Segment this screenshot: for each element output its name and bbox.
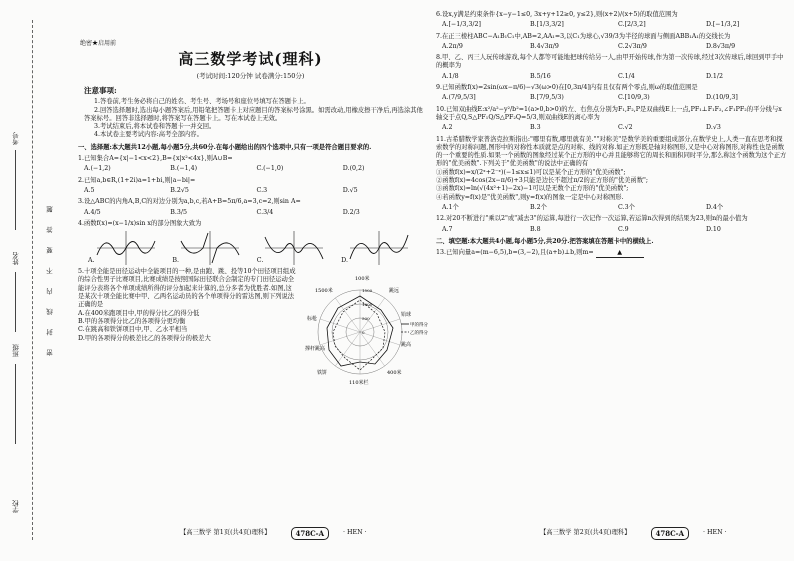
question-11 <box>436 136 788 213</box>
graph-option-c <box>257 231 324 265</box>
radar-spoke <box>320 332 360 345</box>
option-c: C.(−1,0) <box>256 165 284 173</box>
question-stem: 12.对20不断进行"乘以2"或"减去3"的运算,每进行一次记作一次运算,若运算n次得到的结果为23,则n的最小值为 <box>436 215 748 223</box>
left-column <box>78 32 428 387</box>
exam-no-line <box>15 150 16 230</box>
option-b: B.4√3π/9 <box>530 42 559 50</box>
section-1-heading: 一、选择题:本大题共12小题,每小题5分,共60分.在每小题给出的四个选项中,只有一项是符合题目要求的. <box>78 143 372 151</box>
option-a: A.[−1/3,3/2] <box>442 21 482 29</box>
exam-subtitle: (考试时间:120分钟 试卷满分:150分) <box>196 71 305 80</box>
graph-option-d <box>341 231 408 265</box>
option-a: A.2 <box>442 124 453 132</box>
options-row <box>78 187 423 195</box>
option-a: A.(7/9,5/3] <box>442 94 476 102</box>
question-8 <box>436 54 788 81</box>
radar-label: 撑杆跳高 <box>305 346 326 353</box>
right-footer <box>540 527 727 540</box>
options-row <box>436 124 788 132</box>
left-footer <box>180 527 367 540</box>
q4-graph-options <box>88 231 408 265</box>
option-c: C.3 <box>256 186 268 194</box>
options-row <box>436 43 788 51</box>
radar-tick: 1000 <box>362 302 373 308</box>
option-d: D.8√3π/9 <box>706 42 736 50</box>
option-b: B.3/5 <box>170 208 188 216</box>
option-b: B.2√5 <box>170 186 189 194</box>
option-c: C.在跳高和铁饼项目中,甲、乙水平相当 <box>78 326 188 334</box>
statement-3: ③函数f(x)=ln(√(4x²+1)−2x)−1可以是无数个正方形的"优美函数"; <box>436 185 629 193</box>
graph-c-figure <box>265 231 323 265</box>
graph-a-figure <box>97 231 155 265</box>
notice-heading: 注意事项: <box>84 86 117 96</box>
statement-1: ①函数f(x)=x/(2ˣ+2⁻ˣ)(−1≤x≤1)可以是某个正方形的"优美函数"; <box>436 168 626 176</box>
options-row <box>436 226 788 234</box>
exam-no-label: 考号 <box>12 132 20 145</box>
right-column <box>436 8 788 258</box>
question-stem: 7.在正三棱柱ABC−A₁B₁C₁中,AB=2,AA₁=3,以C₁为球心,√39/3为半径的球面与侧面ABB₁A₁的交线长为 <box>436 32 731 40</box>
option-b: B.3 <box>530 124 541 132</box>
option-d: D.(10/9,3] <box>706 94 738 102</box>
graph-b-figure <box>181 231 239 265</box>
binding-margin <box>0 0 72 561</box>
options-row <box>78 209 423 217</box>
option-a: A.5 <box>84 186 95 194</box>
option-b: B.甲的各项得分比乙的各项得分更均衡 <box>78 317 186 325</box>
option-d: D.√5 <box>342 186 358 194</box>
page-info: 【高三数学 第1页(共4页)理科】 <box>180 529 271 537</box>
notice-item: 1.答卷前,考生务必将自己的姓名、考生号、考场号和座位号填写在答题卡上。 <box>94 98 310 106</box>
option-c: C.3个 <box>618 203 635 211</box>
radar-spoke <box>360 332 400 345</box>
radar-tick: 500 <box>362 316 370 322</box>
publisher-mark: · HEN · <box>703 529 727 537</box>
option-c: C.2√3π/9 <box>618 42 647 50</box>
class-line <box>15 364 16 444</box>
secret-mark: 绝密★启用前 <box>80 40 117 47</box>
radar-spoke <box>360 332 385 366</box>
option-a: A.(−1,2) <box>84 165 111 173</box>
notice-item: 4.本试卷主要考试内容:高考全部内容。 <box>94 131 203 139</box>
option-b: B.8 <box>530 225 541 233</box>
option-d: D.1/2 <box>706 72 723 80</box>
radar-label: 铅球 <box>401 312 412 319</box>
question-1 <box>78 155 423 174</box>
option-label: C. <box>256 256 264 264</box>
question-stem: 4.函数f(x)=(x−1/x)sin x的部分图象大致为 <box>78 219 202 227</box>
radar-label: 铁饼 <box>317 370 328 377</box>
option-b: B.2个 <box>530 203 547 211</box>
option-b: B.[1/3,3/2] <box>530 21 564 29</box>
question-9 <box>436 84 788 103</box>
option-a: A.在400米跑项目中,甲的得分比乙的得分低 <box>78 309 200 317</box>
option-c: C.√2 <box>618 124 633 132</box>
legend-yi: 乙的得分 <box>410 331 428 337</box>
option-a: A.1个 <box>442 203 459 211</box>
option-b: B.(−1,4) <box>170 165 198 173</box>
radar-label: 标枪 <box>307 316 318 323</box>
radar-tick: 1500 <box>362 288 373 294</box>
options-row <box>78 165 423 173</box>
option-c: C.[10/9,3) <box>618 94 650 102</box>
question-stem: 13.已知向量a=(m−6,5),b=(3,−2),且(a+b)⊥b,则m= <box>436 249 594 257</box>
seal-dashed-line <box>32 20 33 540</box>
question-5 <box>78 268 428 387</box>
radar-label: 400米 <box>387 370 402 377</box>
radar-label: 跳远 <box>389 288 400 295</box>
option-label: A. <box>88 256 95 264</box>
option-b: B.5/16 <box>530 72 551 80</box>
option-d: D.甲的各项得分的极差比乙的各项得分的极差大 <box>78 334 211 342</box>
paper-code: 478C-A <box>291 527 330 540</box>
question-stem: 3.设△ABC的内角A,B,C的对边分别为a,b,c,若A+B=5π/6,a=3,c=2,则sin A= <box>78 198 301 206</box>
option-c: C.9 <box>618 225 629 233</box>
options-row <box>436 94 788 102</box>
option-d: D.4个 <box>706 203 724 211</box>
exam-title: 高三数学考试(理科) <box>178 50 323 68</box>
notice-item: 3.考试结束后,将本试卷和答题卡一并交回。 <box>94 123 216 131</box>
question-10 <box>436 106 788 133</box>
question-7 <box>436 33 788 52</box>
school-label: 学校 <box>12 500 20 513</box>
radar-tick: 0 <box>362 330 365 336</box>
question-stem: 5.十项全能是田径运动中全能项目的一种,是由跑、跳、投等10个田径项目组成的综合性男子比赛项目,比赛成绩是按照国际田径联合会制定的专门田径运动全能评分表将各个单项成绩所得的评分加起来计算的,总分多者为优胜者.如图,这是某次十项全能比赛中甲、乙两名运动员的各个单项得分的雷达图,则下列说法正确的是 <box>78 268 296 309</box>
option-d: D.[−1/3,2] <box>706 21 740 29</box>
option-b: B.[7/9,5/3) <box>530 94 564 102</box>
radar-spoke <box>335 332 360 366</box>
option-d: D.(0,2) <box>342 165 365 173</box>
options-row <box>436 21 788 29</box>
option-c: C.3/4 <box>256 208 274 216</box>
option-label: D. <box>341 256 348 264</box>
notice-list <box>78 98 423 139</box>
option-a: A.7 <box>442 225 453 233</box>
notice-item: 2.回答选择题时,选出每小题答案后,用铅笔把答题卡上对应题目的答案标号涂黑。如需改动,用橡皮擦干净后,再选涂其他答案标号。回答非选择题时,将答案写在答题卡上。写在本试卷上无效。 <box>84 106 423 122</box>
radar-label: 110米栏 <box>349 380 369 387</box>
radar-spoke <box>320 319 360 332</box>
statement-2: ②函数f(x)=4cos(2x−π/6)+3只能是边长不超过π/2的正方形的"优美函数"; <box>436 177 649 185</box>
graph-option-a <box>88 231 155 265</box>
option-c: C.[2/3,2] <box>618 21 646 29</box>
section-2-heading: 二、填空题:本大题共4小题,每小题5分,共20分.把答案填在答题卡中的横线上. <box>436 237 654 245</box>
class-label: 班级 <box>12 344 20 357</box>
question-3 <box>78 198 423 217</box>
q5-options <box>78 310 303 343</box>
graph-d-figure <box>350 231 408 265</box>
answer-blank: ▲ <box>596 249 644 258</box>
option-d: D.√3 <box>706 124 721 132</box>
option-d: D.10 <box>706 225 721 233</box>
question-stem: 6.设x,y满足约束条件{x−y−1≤0, 3x+y+12≥0, y≤2},则(x+2)/(x+5)的取值范围为 <box>436 11 678 18</box>
name-label: 姓名 <box>12 252 20 265</box>
question-stem: 11.古希腊数学家普洛克拉斯指出:"哪里有数,哪里就有美.""对称美"是数学美的重要组成部分,在数学史上,人类一直在思考和探索数学的对称问题,图形中的对称性本质就是点的对称、线的对称.如正方形既是轴对称图形,又是中心对称图形,对称性也是函数的一个重要的性质.如果一个函数的图象经过某个正方形的中心并且能够将它的周长和面积同时平分,那么称这个函数为这个正方形的"优美函数".下列关于"优美函数"的说法中正确的有 <box>436 135 787 168</box>
series-yi-polygon <box>333 300 385 370</box>
publisher-mark: · HEN · <box>343 529 367 537</box>
radar-chart <box>305 270 428 390</box>
question-6 <box>436 11 788 30</box>
question-stem: 2.已知a,b∈R,(1+2i)a=1+bi,则|a−bi|= <box>78 176 196 184</box>
seal-warning: 密 封 线 内 不 要 答 题 <box>46 200 54 357</box>
statement-4: ④若函数y=f(x)是"优美函数",则y=f(x)的图象一定是中心对称图形. <box>436 193 624 201</box>
question-12 <box>436 215 788 234</box>
name-line <box>15 272 16 332</box>
question-stem: 8.甲、乙、丙三人玩传球游戏,每个人都等可能地把球传给另一人,由甲开始传球,作为第一次传球,经过3次传球后,球回到甲手中的概率为 <box>436 54 784 70</box>
question-4 <box>78 220 423 265</box>
option-label: B. <box>172 256 179 264</box>
page-info: 【高三数学 第2页(共4页)理科】 <box>540 529 631 537</box>
question-stem: 10.已知双曲线E:x²/a²−y²/b²=1(a>0,b>0)的左、右焦点分别为F₁,F₂,P是双曲线E上一点,PF₁⊥F₁F₂,∠F₁PF₂的平分线与x轴交于点Q,S△PF₁Q/S△PF₂Q=5/3,则双曲线E的离心率为 <box>436 105 782 121</box>
radar-label: 跳高 <box>401 342 412 349</box>
option-d: D.2/3 <box>342 208 360 216</box>
legend-jia: 甲的得分 <box>410 323 428 329</box>
option-c: C.1/4 <box>618 72 635 80</box>
question-stem: 1.已知集合A={x|−1<x<2},B={x|x²<4x},则A∪B= <box>78 155 233 163</box>
graph-option-b <box>172 231 239 265</box>
question-13 <box>436 249 788 258</box>
paper-code: 478C-A <box>651 527 690 540</box>
option-a: A.4/5 <box>84 208 101 216</box>
option-a: A.2π/9 <box>442 42 463 50</box>
question-2 <box>78 177 423 196</box>
options-row <box>436 73 788 81</box>
option-a: A.1/8 <box>442 72 459 80</box>
options-row <box>436 204 788 212</box>
question-stem: 9.已知函数f(x)=2sin(ωx−π/6)−√3(ω>0)在[0,3π/4]内有且仅有两个零点,则ω的取值范围是 <box>436 84 698 92</box>
radar-label: 1500米 <box>315 288 333 295</box>
radar-label: 100米 <box>355 276 370 283</box>
